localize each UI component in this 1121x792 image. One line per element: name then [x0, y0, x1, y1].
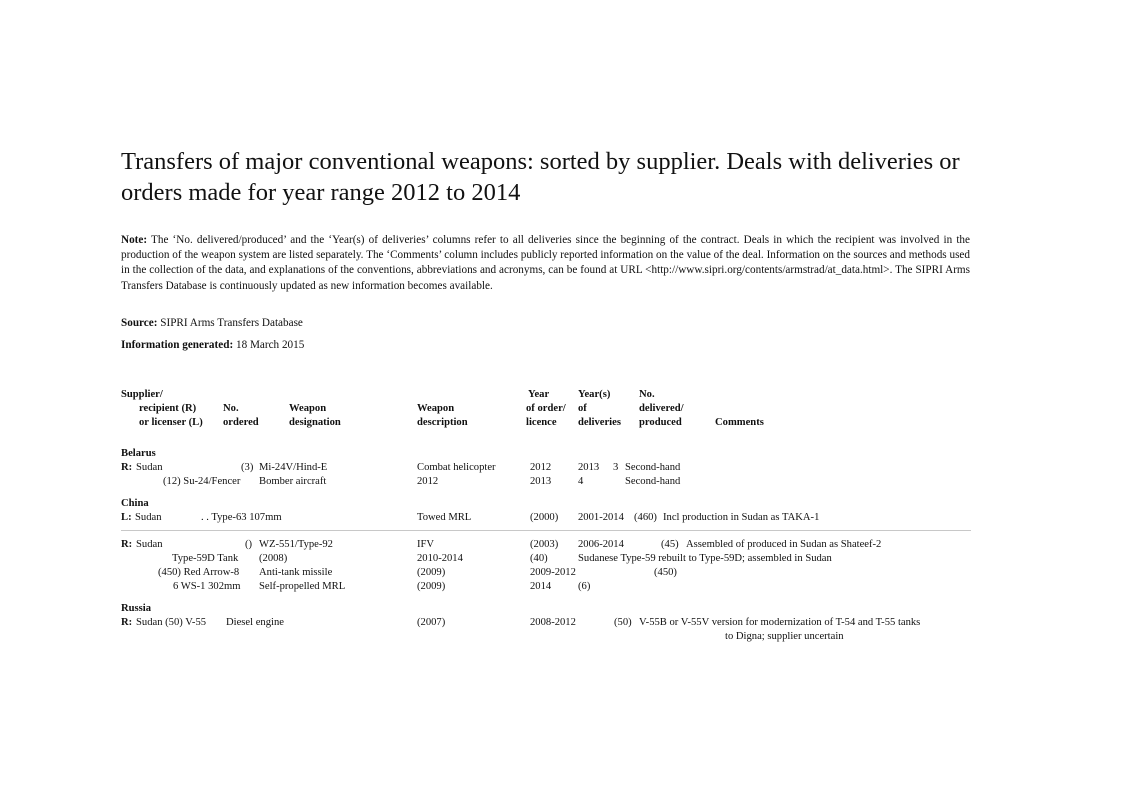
- header-weapon-2: Weapon: [417, 403, 455, 414]
- header-description: description: [417, 417, 468, 428]
- row-ordered: (): [245, 539, 253, 550]
- header-of-order: of order/: [526, 403, 566, 414]
- generated-value: 18 March 2015: [235, 339, 305, 351]
- row-designation: Bomber aircraft: [259, 476, 327, 487]
- row-recipient: Sudan: [135, 512, 162, 523]
- generated-label: Information generated:: [121, 339, 234, 351]
- row-weapon: . . Type-63 107mm: [201, 512, 282, 523]
- row-label: L:: [121, 512, 132, 523]
- row-weapon: 6 WS-1 302mm: [173, 581, 241, 592]
- row-weapon: (450) Red Arrow-8: [158, 567, 240, 578]
- row-comments: Assembled of produced in Sudan as Shateef-2: [686, 539, 882, 550]
- header-produced: produced: [639, 417, 682, 428]
- divider: [121, 530, 971, 531]
- page-title: Transfers of major conventional weapons: sorted by supplier. Deals with deliveries or orders made for year range 2012 to 2014: [121, 148, 960, 206]
- row-designation: Diesel engine: [226, 617, 284, 628]
- row-designation: Self-propelled MRL: [259, 581, 346, 592]
- row-comments: Incl production in Sudan as TAKA-1: [663, 512, 820, 523]
- row-label: R:: [121, 539, 133, 550]
- note-paragraph: [121, 233, 970, 294]
- row-comments: Sudanese Type-59 rebuilt to Type-59D; assembled in Sudan: [578, 553, 832, 564]
- header-delivered: delivered/: [639, 403, 684, 414]
- header-comments: Comments: [715, 417, 764, 428]
- row-delivered: (45): [661, 539, 679, 550]
- supplier-russia: Russia: [121, 603, 152, 614]
- row-delivered: 3: [613, 462, 619, 473]
- row-delivered: (50): [614, 617, 632, 628]
- row-designation: (2008): [259, 553, 288, 564]
- row-description: Combat helicopter: [417, 462, 496, 473]
- header-weapon: Weapon: [289, 403, 327, 414]
- header-designation: designation: [289, 417, 341, 428]
- generated-line: [121, 338, 304, 352]
- row-description: Towed MRL: [417, 512, 472, 523]
- row-description: 2010-2014: [417, 553, 463, 564]
- row-designation: Anti-tank missile: [259, 567, 333, 578]
- row-year: 2009-2012: [530, 567, 576, 578]
- row-deliveries: 2013: [578, 462, 600, 473]
- row-deliveries: 2001-2014: [578, 512, 624, 523]
- row-description: IFV: [417, 539, 435, 550]
- row-ordered: (3): [241, 462, 254, 473]
- row-comments: Second-hand: [625, 476, 681, 487]
- row-deliveries: 4: [578, 476, 584, 487]
- row-year: (40): [530, 553, 548, 564]
- header-ordered: ordered: [223, 417, 259, 428]
- row-weapon: Sudan (50) V-55: [136, 617, 207, 628]
- row-label: R:: [121, 617, 133, 628]
- header-licenser: or licenser (L): [139, 417, 203, 428]
- row-comments-continued: to Digna; supplier uncertain: [725, 631, 844, 642]
- header-no: No.: [223, 403, 239, 414]
- row-recipient: Sudan: [136, 462, 163, 473]
- header-of: of: [578, 403, 587, 414]
- row-delivered: (460): [634, 512, 657, 523]
- row-description: (2009): [417, 567, 446, 578]
- row-year: (2003): [530, 539, 559, 550]
- supplier-china: China: [121, 498, 149, 509]
- row-year: 2014: [530, 581, 552, 592]
- row-delivered: (450): [654, 567, 677, 578]
- note-text: The ‘No. delivered/produced’ and the ‘Year(s) of deliveries’ columns refer to all deliveries since the beginning of the contract. Deals in which the recipient was involved in the production of the weapon system are listed separately. The ‘Comments’ column includes publicly reported information on the value of the deal. Information on the sources and methods used in the collection of the data, and explanations of the conventions, abbreviations and acronyms, can be found at URL <http://www.sipri.org/contents/armstrad/at_data.html>. The SIPRI Arms Transfers Database is continuously updated as new information becomes available.: [121, 234, 970, 292]
- row-deliveries: (6): [578, 581, 591, 592]
- source-line: [121, 316, 303, 330]
- header-no-2: No.: [639, 389, 655, 400]
- supplier-belarus: Belarus: [121, 448, 156, 459]
- row-weapon: (12) Su-24/Fencer: [163, 476, 241, 487]
- source-value: SIPRI Arms Transfers Database: [160, 317, 303, 329]
- row-designation: Mi-24V/Hind-E: [259, 462, 328, 473]
- row-year: 2013: [530, 476, 552, 487]
- header-licence: licence: [526, 417, 557, 428]
- header-recipient: recipient (R): [139, 403, 197, 414]
- row-recipient: Sudan: [136, 539, 163, 550]
- row-label: R:: [121, 462, 133, 473]
- header-year: Year: [528, 389, 550, 400]
- row-comments: Second-hand: [625, 462, 681, 473]
- row-weapon: Type-59D Tank: [172, 553, 239, 564]
- row-description: (2007): [417, 617, 446, 628]
- header-years: Year(s): [578, 389, 611, 400]
- source-label: Source:: [121, 317, 158, 329]
- row-description: (2009): [417, 581, 446, 592]
- header-supplier: Supplier/: [121, 389, 163, 400]
- row-description: 2012: [417, 476, 439, 487]
- row-year: 2008-2012: [530, 617, 576, 628]
- row-designation: WZ-551/Type-92: [259, 539, 333, 550]
- header-deliveries: deliveries: [578, 417, 621, 428]
- row-deliveries: 2006-2014: [578, 539, 624, 550]
- row-comments: V-55B or V-55V version for modernization of T-54 and T-55 tanks: [639, 617, 921, 628]
- note-label: Note:: [121, 234, 148, 246]
- row-year: (2000): [530, 512, 559, 523]
- row-year: 2012: [530, 462, 552, 473]
